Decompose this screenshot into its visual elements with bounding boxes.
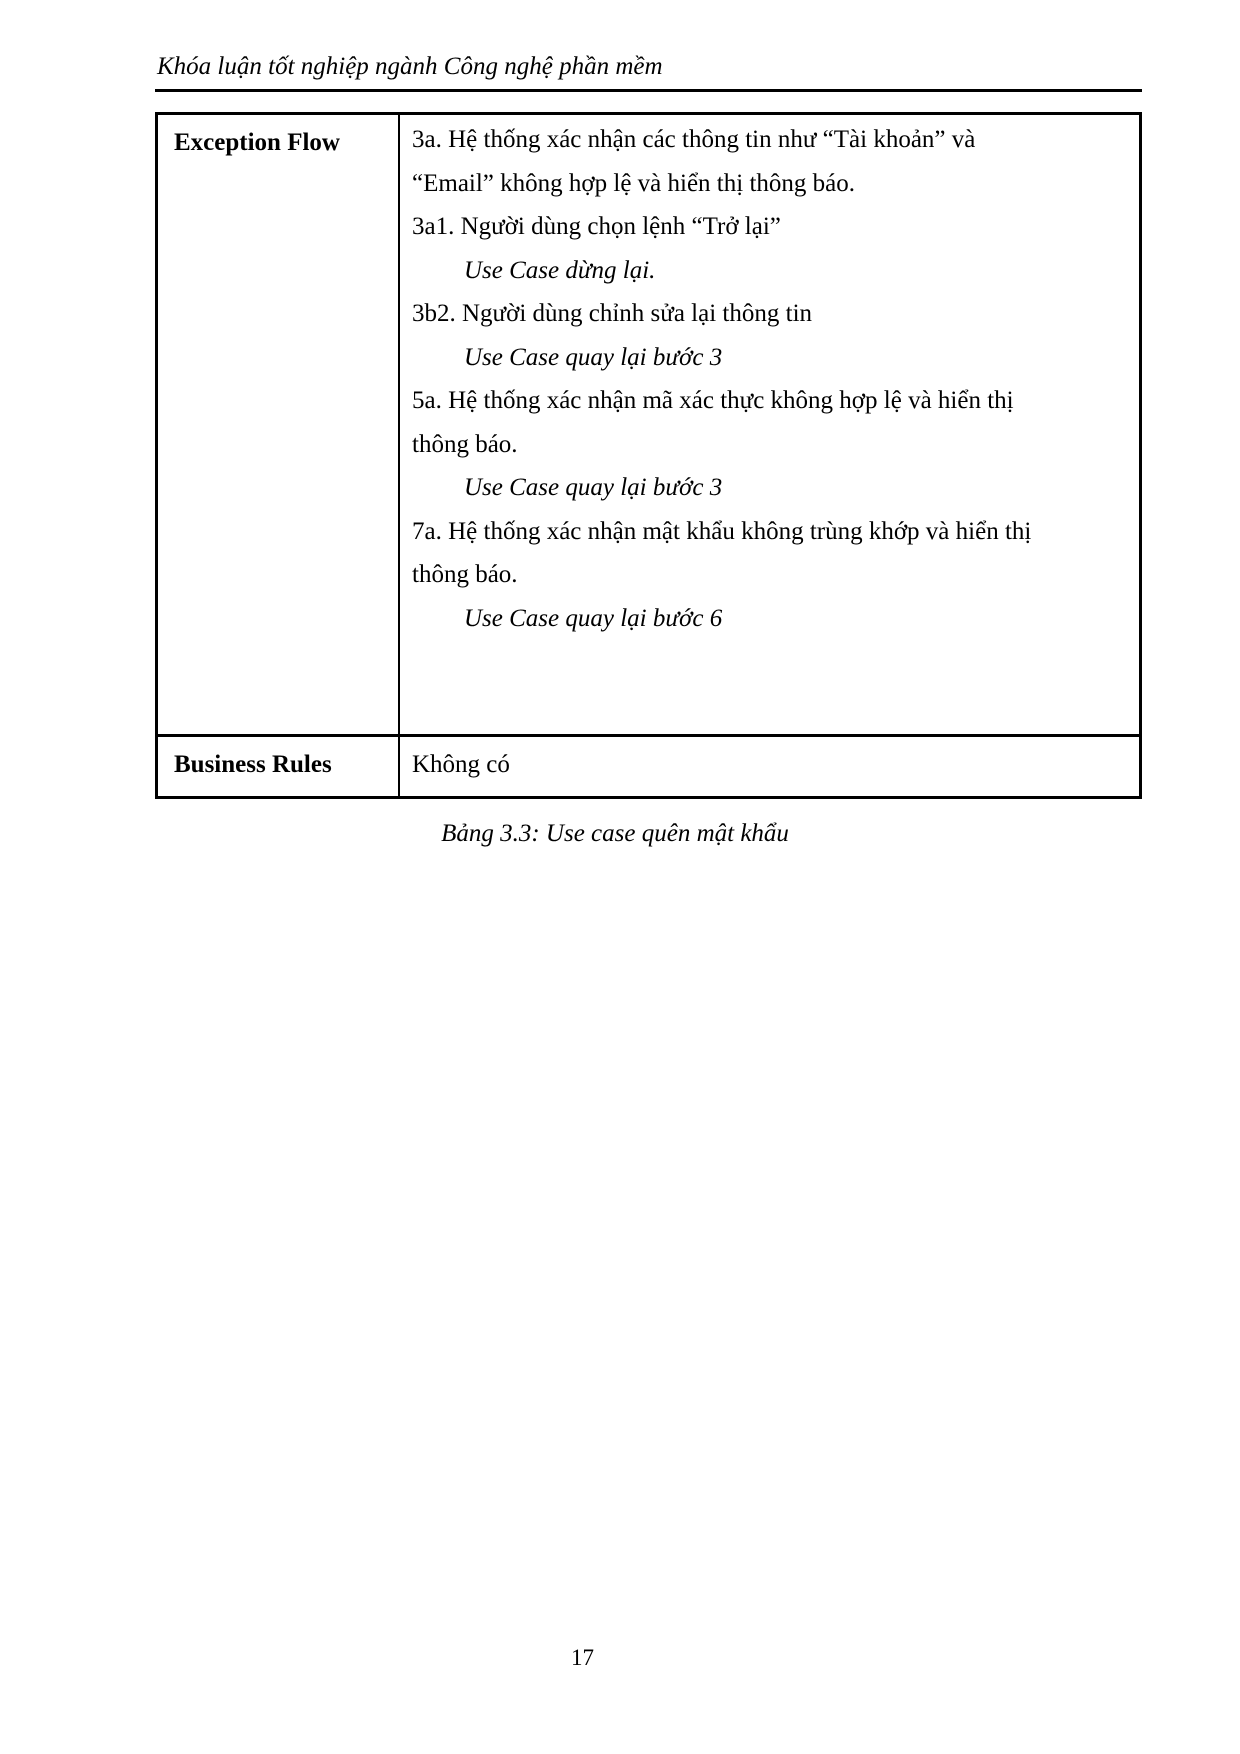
table-row-business-rules	[158, 734, 1139, 796]
exception-line-6: Use Case quay lại bước 3	[464, 343, 723, 371]
business-rules-value: Không có	[412, 751, 510, 778]
header-rule	[155, 89, 1142, 92]
exception-line-1: 3a. Hệ thống xác nhận các thông tin như “Tài khoản” và	[412, 126, 976, 153]
exception-line-7: 5a. Hệ thống xác nhận mã xác thực không hợp lệ và hiển thị	[412, 387, 1014, 414]
exception-line-2: “Email” không hợp lệ và hiển thị thông báo.	[412, 169, 855, 197]
exception-line-8: thông báo.	[412, 430, 518, 458]
table-row-exception-flow	[158, 115, 1139, 734]
exception-line-12: Use Case quay lại bước 6	[464, 604, 723, 632]
row-label-business-rules: Business Rules	[158, 737, 400, 796]
row-content-exception-flow	[400, 115, 1139, 734]
row-content-business-rules	[400, 737, 1139, 796]
exception-line-9: Use Case quay lại bước 3	[464, 474, 723, 501]
page-header	[155, 50, 1142, 84]
exception-line-10: 7a. Hệ thống xác nhận mật khẩu không trùng khớp và hiển thị	[412, 517, 1032, 545]
exception-line-4: Use Case dừng lại.	[464, 256, 656, 284]
table-caption: Bảng 3.3: Use case quên mật khẩu	[441, 820, 789, 847]
header-title: Khóa luận tốt nghiệp ngành Công nghệ phần mềm	[157, 53, 663, 80]
exception-line-5: 3b2. Người dùng chỉnh sửa lại thông tin	[412, 300, 813, 327]
use-case-table	[155, 112, 1142, 799]
exception-line-11: thông báo.	[412, 561, 518, 588]
page-number: 17	[571, 1645, 594, 1670]
exception-line-3: 3a1. Người dùng chọn lệnh “Trở lại”	[412, 213, 781, 240]
row-label-exception-flow: Exception Flow	[158, 115, 400, 734]
